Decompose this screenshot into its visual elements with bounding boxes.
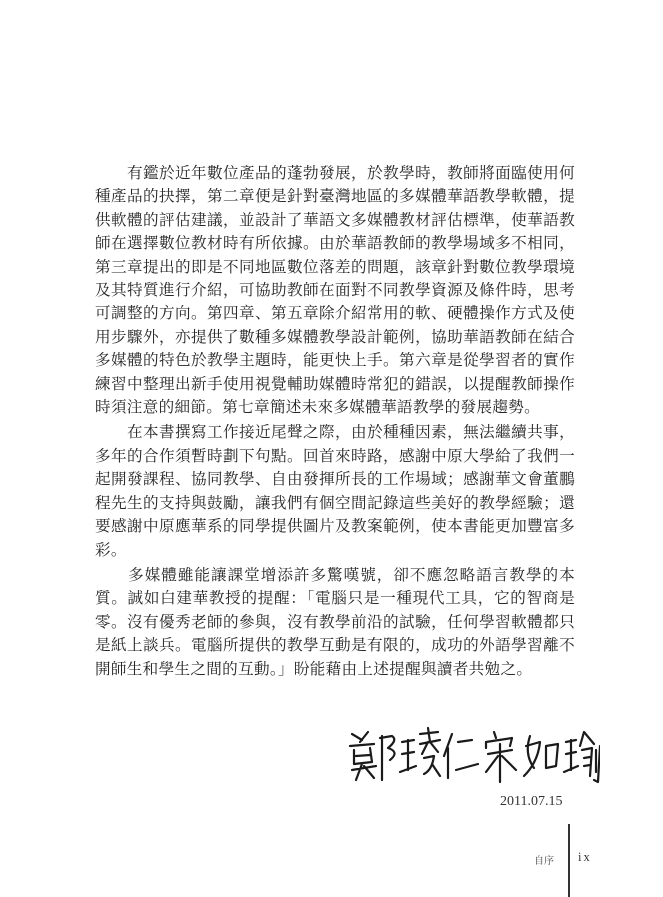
body-paragraph-1: 有鑑於近年數位產品的蓬勃發展，於教學時，教師將面臨使用何種產品的抉擇，第二章便是針對臺灣地區的多媒體華語教學軟體，提供軟體的評估建議，並設計了華語文多媒體教材評估標準，使華語教師在選擇數位教材時有所依據。由於華語教師的教學場域多不相同，第三章提出的即是不同地區數位落差的問題，該章針對數位教學環境及其特質進行介紹，可協助教師在面對不同教學資源及條件時，思考可調整的方向。第四章、第五章除介紹常用的軟、硬體操作方式及使用步驟外，亦提供了數種多媒體教學設計範例，協助華語教師在結合多媒體的特色於教學主題時，能更快上手。第六章是從學習者的實作練習中整理出新手使用視覺輔助媒體時常犯的錯誤，以提醒教師操作時須注意的細節。第七章簡述未來多媒體華語教學的發展趨勢。 xyxy=(95,164,575,417)
preface-body xyxy=(95,162,575,681)
signature-date: 2011.07.15 xyxy=(500,794,563,809)
footer-divider xyxy=(568,824,570,897)
body-paragraph-2: 在本書撰寫工作接近尾聲之際，由於種種因素，無法繼續共事，多年的合作須暫時劃下句點。回首來時路，感謝中原大學給了我們一起開發課程、協同教學、自由發揮所長的工作場域；感謝華文會董鵬程先生的支持與鼓勵，讓我們有個空間記錄這些美好的教學經驗；還要感謝中原應華系的同學提供圖片及教案範例，使本書能更加豐富多彩。 xyxy=(95,423,575,559)
paragraph-indent xyxy=(95,566,128,584)
page-number: ix xyxy=(578,850,592,864)
paragraph-indent xyxy=(95,164,127,182)
footer-section-label: 自序 xyxy=(534,856,554,867)
body-paragraph-3: 多媒體雖能讓課堂增添許多驚嘆號，卻不應忽略語言教學的本質。誠如白建華教授的提醒：「電腦只是一種現代工具，它的智商是零。沒有優秀老師的參與，沒有教學前沿的試驗，任何學習軟體都只是紙上談兵。電腦所提供的教學互動是有限的，成功的外語學習離不開師生和學生之間的互動。」盼能藉由上述提醒與讀者共勉之。 xyxy=(95,565,575,678)
paragraph-indent xyxy=(95,423,127,441)
handwritten-signature xyxy=(340,720,600,790)
